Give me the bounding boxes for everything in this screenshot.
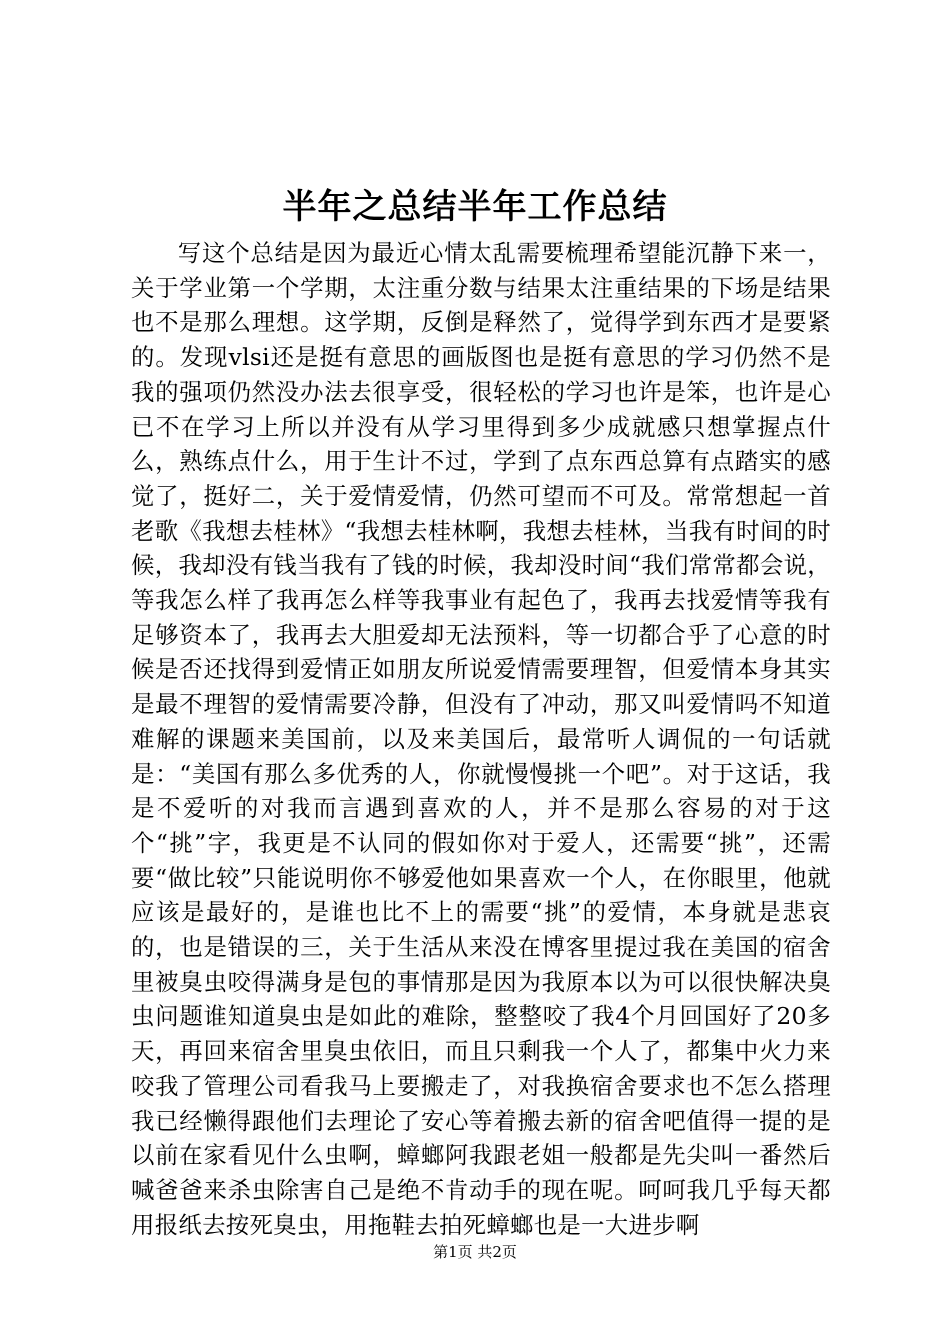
page-number-footer: 第1页 共2页: [433, 1243, 517, 1261]
body-paragraph: 写这个总结是因为最近心情太乱需要梳理希望能沉静下来一，关于学业第一个学期，太注重分数与结果太注重结果的下场是结果也不是那么理想。这学期，反倒是释然了，觉得学到东西才是要紧的。发现vlsi还是挺有意思的画版图也是挺有意思的学习仍然不是我的强项仍然没办法去很享受，很轻松的学习也许是笨，也许是心已不在学习上所以并没有从学习里得到多少成就感只想掌握点什么，熟练点什么，用于生计不过，学到了点东西总算有点踏实的感觉了，挺好二，关于爱情爱情，仍然可望而不可及。常常想起一首老歌《我想去桂林》“我想去桂林啊，我想去桂林，当我有时间的时候，我却没有钱当我有了钱的时候，我却没时间“我们常常都会说，等我怎么样了我再怎么样等我事业有起色了，我再去找爱情等我有足够资本了，我再去大胆爱却无法预料，等一切都合乎了心意的时候是否还找得到爱情正如朋友所说爱情需要理智，但爱情本身其实是最不理智的爱情需要冷静，但没有了冲动，那又叫爱情吗不知道难解的课题来美国前，以及来美国后，最常听人调侃的一句话就是：“美国有那么多优秀的人，你就慢慢挑一个吧”。对于这话，我是不爱听的对我而言遇到喜欢的人，并不是那么容易的对于这个“挑”字，我更是不认同的假如你对于爱人，还需要“挑”，还需要“做比较”只能说明你不够爱他如果喜欢一个人，在你眼里，他就应该是最好的，是谁也比不上的需要“挑”的爱情，本身就是悲哀的，也是错误的三，关于生活从来没在博客里提过我在美国的宿舍里被臭虫咬得满身是包的事情那是因为我原本以为可以很快解决臭虫问题谁知道臭虫是如此的难除，整整咬了我4个月回国好了20多天，再回来宿舍里臭虫依旧，而且只剩我一个人了，都集中火力来咬我了管理公司看我马上要搬走了，对我换宿舍要求也不怎么搭理我已经懒得跟他们去理论了安心等着搬去新的宿舍吧值得一提的是以前在家看见什么虫啊，蟑螂阿我跟老姐一般都是先尖叫一番然后喊爸爸来杀虫除害自己是绝不肯动手的现在呢。呵呵我几乎每天都用报纸去按死臭虫，用拖鞋去拍死蟑螂也是一大进步啊: [131, 239, 831, 1239]
document-title: 半年之总结半年工作总结: [282, 187, 668, 227]
